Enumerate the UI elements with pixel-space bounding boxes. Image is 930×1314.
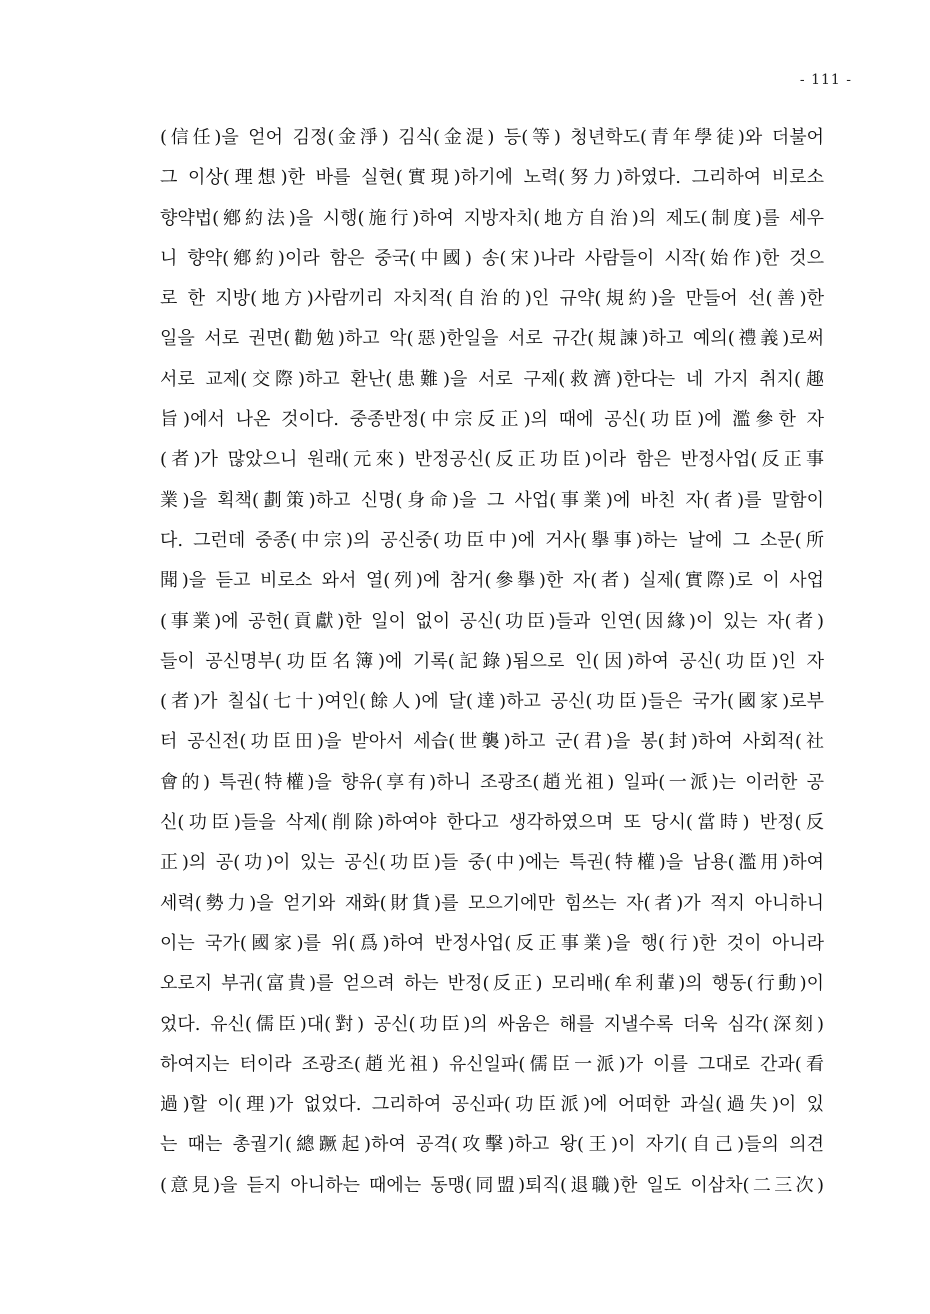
text-line: 正)의 공(功)이 있는 공신(功臣)들 중(中)에는 특권(特權)을 남용(濫用)하여 bbox=[160, 852, 824, 874]
text-line: 旨)에서 나온 것이다. 중종반정(中宗反正)의 때에 공신(功臣)에 濫參한 자 bbox=[160, 409, 824, 431]
text-line: (意見)을 듣지 아니하는 때에는 동맹(同盟)퇴직(退職)한 일도 이삼차(二三次) bbox=[160, 1174, 824, 1196]
text-line: 들이 공신명부(功臣名簿)에 기록(記錄)됨으로 인(因)하여 공신(功臣)인 자 bbox=[160, 650, 824, 672]
text-line: 서로 교제(交際)하고 환난(患難)을 서로 구제(救濟)한다는 네 가지 취지(趣 bbox=[160, 368, 824, 390]
text-line: (事業)에 공헌(貢獻)한 일이 없이 공신(功臣)들과 인연(因緣)이 있는 자(者) bbox=[160, 610, 824, 632]
text-line: 하여지는 터이라 조광조(趙光祖) 유신일파(儒臣一派)가 이를 그대로 간과(看 bbox=[160, 1053, 824, 1075]
text-line: (者)가 많았으니 원래(元來) 반정공신(反正功臣)이라 함은 반정사업(反正事 bbox=[160, 449, 824, 471]
text-line: (信任)을 얻어 김정(金淨) 김식(金湜) 등(等) 청년학도(青年學徒)와 더불어 bbox=[160, 127, 824, 148]
text-line: 오로지 부귀(富貴)를 얻으려 하는 반정(反正) 모리배(牟利輩)의 행동(行動)이 bbox=[160, 973, 824, 995]
text-line: 業)을 획책(劃策)하고 신명(身命)을 그 사업(事業)에 바친 자(者)를 말함이 bbox=[160, 489, 824, 511]
text-line: 세력(勢力)을 얻기와 재화(財貨)를 모으기에만 힘쓰는 자(者)가 적지 아니하니 bbox=[160, 892, 824, 914]
text-line: 향약법(鄕約法)을 시행(施行)하여 지방자치(地方自治)의 제도(制度)를 세우 bbox=[160, 207, 824, 229]
text-line: 이는 국가(國家)를 위(爲)하여 반정사업(反正事業)을 행(行)한 것이 아니라 bbox=[160, 932, 824, 954]
text-line: 신(功臣)들을 삭제(削除)하여야 한다고 생각하였으며 또 당시(當時) 반정(反 bbox=[160, 812, 824, 834]
page-number: - 111 - bbox=[799, 72, 852, 88]
text-line: 일을 서로 권면(勸勉)하고 악(惡)한일을 서로 규간(規諫)하고 예의(禮義)로써 bbox=[160, 328, 824, 350]
text-line: 聞)을 듣고 비로소 와서 열(列)에 참거(參擧)한 자(者) 실제(實際)로 이 사업 bbox=[160, 570, 824, 592]
text-line: 그 이상(理想)한 바를 실현(實現)하기에 노력(努力)하였다. 그리하여 비로소 bbox=[160, 167, 824, 189]
text-line: 로 한 지방(地方)사람끼리 자치적(自治的)인 규약(規約)을 만들어 선(善)한 bbox=[160, 288, 824, 310]
text-line: 었다. 유신(儒臣)대(對) 공신(功臣)의 싸움은 해를 지낼수록 더욱 심각(深刻) bbox=[160, 1013, 824, 1035]
text-line: 는 때는 총궐기(總蹶起)하여 공격(攻擊)하고 왕(王)이 자기(自己)들의 의견 bbox=[160, 1134, 824, 1156]
text-line: 터 공신전(功臣田)을 받아서 세습(世襲)하고 군(君)을 봉(封)하여 사회적(社 bbox=[160, 731, 824, 753]
text-line: 會的) 특권(特權)을 향유(享有)하니 조광조(趙光祖) 일파(一派)는 이러한 공 bbox=[160, 771, 824, 793]
text-line: (者)가 칠십(七十)여인(餘人)에 달(達)하고 공신(功臣)들은 국가(國家)로부 bbox=[160, 691, 824, 713]
text-line: 다. 그런데 중종(中宗)의 공신중(功臣中)에 거사(擧事)하는 날에 그 소문(所 bbox=[160, 529, 824, 551]
body-text bbox=[160, 118, 824, 1206]
text-line: 過)할 이(理)가 없었다. 그리하여 공신파(功臣派)에 어떠한 과실(過失)이 있 bbox=[160, 1094, 824, 1116]
text-line: 니 향약(鄕約)이라 함은 중국(中國) 송(宋)나라 사람들이 시작(始作)한 것으 bbox=[160, 247, 824, 269]
